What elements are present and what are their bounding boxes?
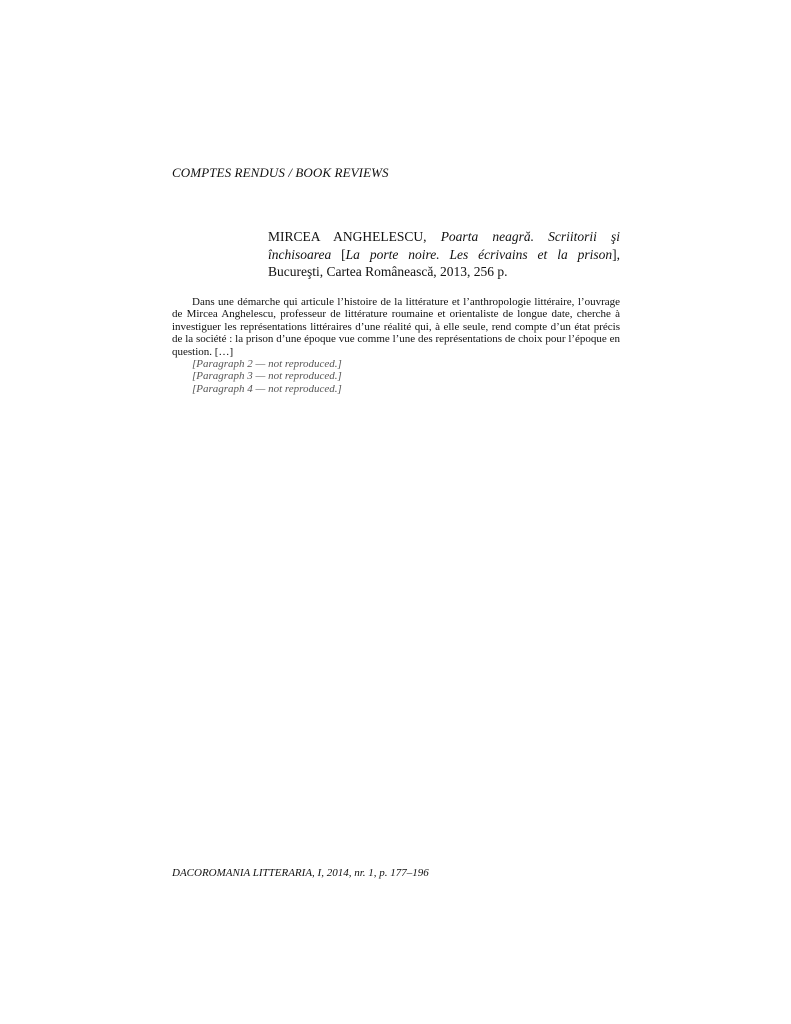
section-heading: COMPTES RENDUS / BOOK REVIEWS — [172, 165, 389, 180]
book-author: MIRCEA ANGHELESCU — [268, 229, 424, 244]
book-translated-title: La porte noire. Les écrivains et la prison — [345, 246, 613, 262]
review-paragraph: [Paragraph 3 — not reproduced.] — [192, 370, 342, 383]
journal-citation-footer: DACOROMANIA LITTERARIA, I, 2014, nr. 1, p. 177–196 — [172, 867, 429, 879]
citation-separator: [ — [331, 246, 346, 262]
review-body — [172, 296, 620, 395]
book-title: Poarta neagră. Scriitorii şi închisoarea — [268, 229, 620, 262]
review-paragraph: [Paragraph 4 — not reproduced.] — [192, 382, 342, 395]
review-paragraph: Dans une démarche qui articule l’histoire de la littérature et l’anthropologie littéraire, l’ouvrage de Mircea Anghelescu, professeur de littérature roumaine et orientaliste de longue date, cherche à investiguer les représentations littéraires d’une réalité qui, à elle seule, rend compte d’un état précis de la société : la prison d’une époque vue comme l’une des représentations de choix pour l’époque en question. […] — [172, 296, 620, 358]
citation-separator: ], — [612, 246, 620, 262]
book-citation — [268, 228, 620, 281]
book-publication: Bucureşti, Cartea Românească, 2013, 256 p. — [268, 264, 508, 279]
citation-separator: , — [423, 229, 441, 244]
review-paragraph: [Paragraph 2 — not reproduced.] — [192, 358, 342, 371]
